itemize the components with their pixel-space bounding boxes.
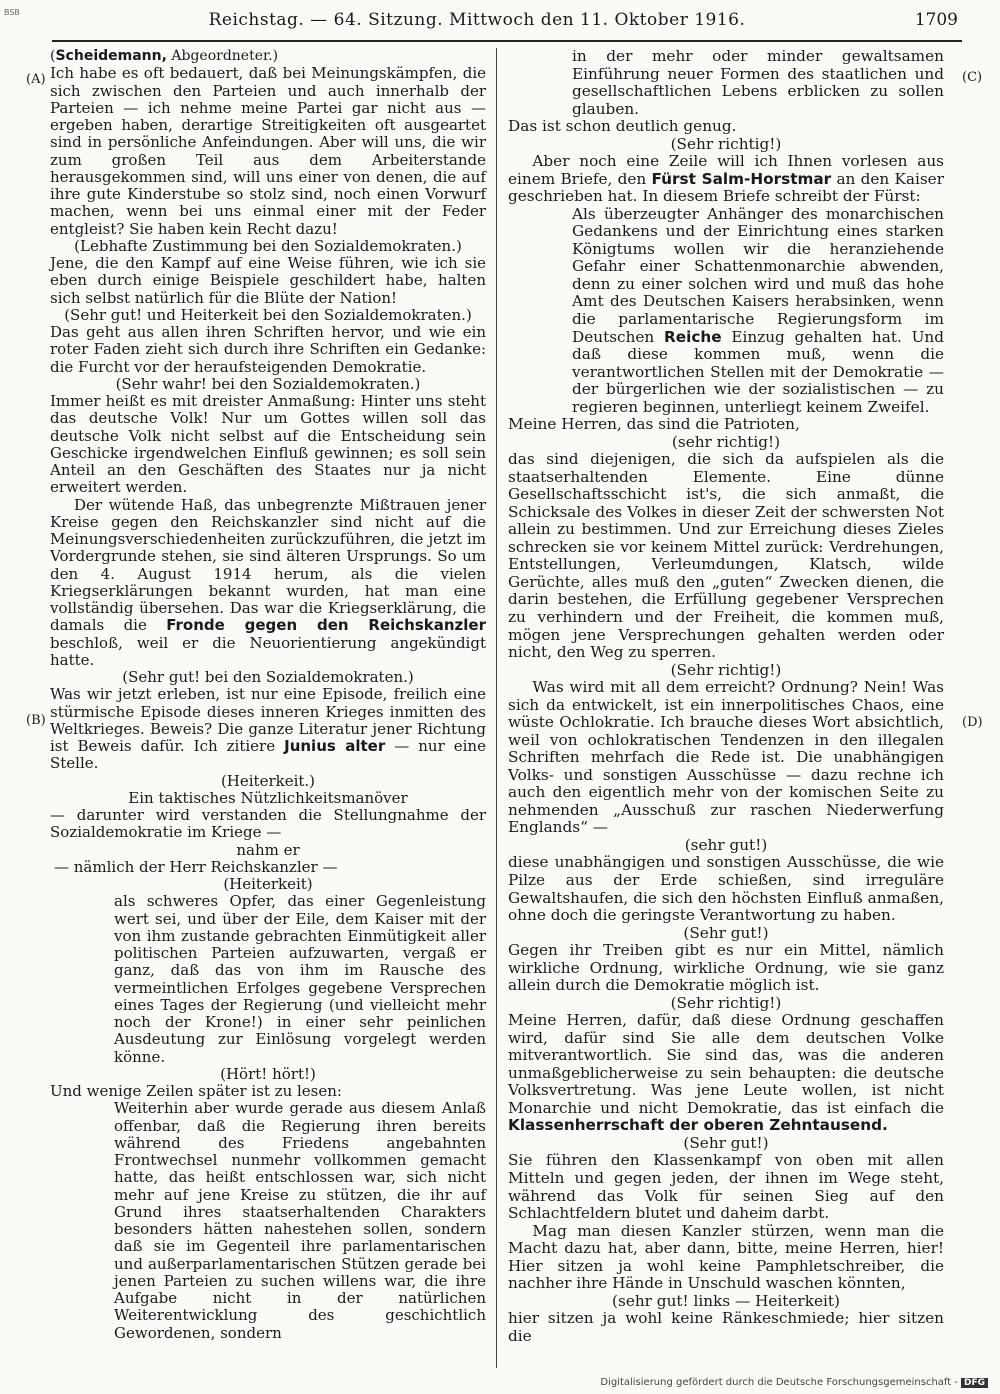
paragraph: Das ist schon deutlich genug. [508, 117, 737, 136]
paragraph: das sind diejenigen, die sich da aufspielen als die staatserhaltenden Elemente. Eine dünne Gesellschaftsschicht ist's, die sich anmaßt, die Schicksale des Volkes in dieser Zeit der schwersten Not allein zu bestimmen. Und zur Erreichung dieses Zieles schrecken sie vor keinem Mittel zurück: Verdrehungen, Entstellungen, Verleumdungen, Klatsch, wilde Gerüchte, alles muß den „guten“ Zwecken dienen, die darin bestehen, die Erfüllung gegebener Versprechen zu verhindern und der Freiheit, die kommen muß, mögen jene Versprechungen gehalten werden oder nicht, den Weg zu sperren. [508, 450, 944, 662]
emphasis: Fronde gegen den Reichskanzler [166, 616, 486, 635]
margin-label-c: (C) [962, 70, 983, 85]
paragraph: diese unabhängigen und sonstigen Ausschüsse, die wie Pilze aus der Erde schießen, sind irreguläre Gewaltshaufen, die sich den höchsten Einfluß anmaßen, ohne doch die geringste Verantwortung zu haben. [508, 853, 944, 925]
reaction: (Heiterkeit.) [220, 771, 316, 790]
footer-credit [600, 1377, 988, 1388]
quote-block: Weiterhin aber wurde gerade aus diesem Anlaß offenbar, daß die Regierung ihren bereits während des Friedens angebahnten Frontwechsel nunmehr vollkommen gemacht hatte, das heißt entschlossen war, sich nicht mehr auf jene Kreise zu stützen, die ihr auf Grund ihres staatserhaltenden Charakters besonders hätten nahestehen sollen, sondern daß sie im Gegenteil ihre parlamentarischen und außerparlamentarischen Stützen gerade bei jenen Parteien zu suchen willens war, die ihre Aufgabe nicht in der natürlichen Weiterentwicklung des geschichtlich Gewordenen, sondern [114, 1099, 486, 1342]
text-span: beschloß, weil er die Neuorientierung angekündigt hatte. [50, 633, 486, 669]
speaker-name: Scheidemann, [55, 48, 167, 64]
speaker-role: Abgeordneter. [171, 48, 273, 64]
text-span: Der wütende Haß, das unbegrenzte Mißtrauen jener Kreise gegen den Reichskanzler sind nicht auf die Meinungsverschiedenheiten zurückzuführen, die jetzt im Vordergrunde stehen, sie sind älteren Ursprungs. So um den 4. August 1914 herum, als die vielen Kriegserklärungen bekannt wurden, hat man eine vollständig übersehen. Das war die Kriegserklärung, die damals die [50, 495, 486, 635]
quote-block: in der mehr oder minder gewaltsamen Einführung neuer Formen des staatlichen und gesellschaftlichen Lebens erblicken zu sollen glauben. [572, 47, 944, 118]
reaction: (Sehr wahr! bei den Sozialdemokraten.) [115, 374, 421, 393]
paragraph [50, 686, 486, 772]
paragraph: Meine Herren, das sind die Patrioten, [508, 415, 800, 434]
reaction: (sehr gut!) [684, 835, 768, 854]
reaction: (Sehr gut! bei den Sozialdemokraten.) [122, 668, 414, 686]
text-span: an den Kaiser geschrieben hat. In diesem Briefe schreibt der Fürst: [508, 169, 944, 206]
quote-line: Ein taktisches Nützlichkeitsmanöver [128, 788, 408, 807]
margin-label-b: (B) [26, 713, 46, 728]
page-number: 1709 [914, 10, 958, 30]
emphasis: Fürst Salm-Horstmar [651, 169, 832, 188]
paragraph: Jene, die den Kampf auf eine Weise führen, wie ich sie eben durch einige Beispiele geschildert habe, halten sich selbst natürlich für die Blüte der Nation! [50, 254, 486, 307]
reaction: (sehr gut! links — Heiterkeit) [612, 1291, 840, 1310]
paragraph: Sie führen den Klassenkampf von oben mit allen Mitteln und gegen jeden, der ihnen im Wege steht, während das Volk für seinen Sieg auf den Schlachtfeldern blutet und daheim darbt. [508, 1151, 944, 1223]
emphasis: Junius alter [284, 737, 386, 755]
reaction: (Sehr gut! und Heiterkeit bei den Sozialdemokraten.) [64, 305, 472, 324]
text-span: Als überzeugter Anhänger des monarchischen Gedankens und der Einrichtung eines starken Königtums wollen wir die heranziehende Gefahr einer Schattenmonarchie abwenden, denn zu einer solchen wird und muß das hohe Amt des Deutschen Kaisers herabsinken, wenn die parlamentarische Regierungsform im Deutschen [572, 204, 944, 346]
paragraph: Was wird mit all dem erreicht? Ordnung? Nein! Was sich da entwickelt, ist ein innerpolitisches Chaos, eine wüste Ochlokratie. Ich brauche dieses Wort absichtlich, weil von ochlokratischen Tendenzen in den illegalen Schriften mehrfach die Rede ist. Die unabhängigen Volks- und sonstigen Ausschüsse — dazu rechne ich auch den eigentlich mehr von der komischen Seite zu nehmenden „Ausschuß zur raschen Niederwerfung Englands“ — [508, 678, 944, 837]
reaction: (Lebhafte Zustimmung bei den Sozialdemokraten.) [74, 236, 462, 255]
page-header [52, 6, 962, 42]
reaction: (Sehr gut!) [683, 923, 769, 942]
header-title: Reichstag. — 64. Sitzung. Mittwoch den 11. Oktober 1916. [208, 10, 746, 30]
paragraph: Das geht aus allen ihren Schriften hervor, und wie ein roter Faden zieht sich durch ihre Schriften ein Gedanke: die Furcht vor der heraufsteigenden Demokratie. [50, 323, 486, 376]
quote-aside: — darunter wird verstanden die Stellungnahme der Sozialdemokratie im Kriege — [50, 806, 486, 842]
dfg-logo: DFG [961, 1378, 988, 1388]
quote-block [508, 206, 944, 416]
reaction: (Sehr richtig!) [670, 993, 782, 1012]
reaction: (Heiterkeit) [223, 875, 313, 893]
paragraph [508, 1012, 944, 1135]
text-span: Meine Herren, dafür, daß diese Ordnung geschaffen wird, dafür sind Sie alle dem deutschen Volke mitverantwortlich. Sie sind das, was die anderen unmaßgeblicherweise zu sein behaupten: die deutsche Volksvertretung. Was jene Leute wollen, ist nicht Monarchie und nicht Demokratie, das ist einfach die [508, 1011, 944, 1117]
emphasis: Reiche [664, 327, 722, 346]
library-stamp: BSB [4, 8, 20, 17]
reaction: (Sehr richtig!) [670, 660, 782, 679]
paragraph: hier sitzen ja wohl keine Ränkeschmiede; hier sitzen die [508, 1309, 944, 1345]
paragraph: Gegen ihr Treiben gibt es nur ein Mittel, nämlich wirkliche Ordnung, wirkliche Ordnung, wie sie ganz allein durch die Demokratie möglich ist. [508, 941, 944, 995]
text-span: Was wir jetzt erleben, ist nur eine Episode, freilich eine stürmische Episode dieses inneren Krieges inmitten des Weltkrieges. Beweis? Die ganze Literatur jener Richtung ist Beweis dafür. Ich zitiere [50, 685, 486, 755]
text-span: Aber noch eine Zeile will ich Ihnen vorlesen aus einem Briefe, den [508, 152, 944, 188]
text-span: — nur eine Stelle. [50, 737, 486, 773]
speaker-line: (Scheidemann, Abgeordneter.) [50, 48, 279, 64]
reaction: (Hört! hört!) [220, 1064, 316, 1083]
quote-aside: — nämlich der Herr Reichskanzler — [54, 857, 338, 876]
margin-label-a: (A) [26, 72, 46, 87]
text-span: Einzug gehalten hat. Und daß diese kommen muß, wenn die verantwortlichen Stellen mit der Demokratie — der bürgerlichen wie der sozialistischen — zu regieren beginnen, unterliegt keinem Zweifel. [572, 327, 945, 416]
paragraph: Und wenige Zeilen später ist zu lesen: [50, 1082, 342, 1100]
footer-text: Digitalisierung gefördert durch die Deutsche Forschungsgemeinschaft - [600, 1377, 958, 1388]
paragraph: Immer heißt es mit dreister Anmaßung: Hinter uns steht das deutsche Volk! Nur um Gottes willen soll das deutsche Volk nicht selbst auf die Entscheidung sein Geschicke irgendwelchen Einfluß gewinnen; es soll sein Anteil an den Geschäften des Staates nur ja nicht erweitert werden. [50, 392, 486, 497]
left-column [50, 48, 486, 1342]
paragraph: Mag man diesen Kanzler stürzen, wenn man die Macht dazu hat, aber dann, bitte, meine Herren, hier! Hier sitzen ja wohl keine Pamphletschreiber, die nachher ihre Hände in Unschuld waschen könnten, [508, 1221, 944, 1293]
paragraph [508, 153, 944, 206]
reaction: (sehr richtig!) [671, 432, 781, 451]
reaction: (Sehr richtig!) [670, 134, 782, 153]
emphasis: Klassenherrschaft der oberen Zehntausend. [508, 1116, 888, 1135]
paragraph: Ich habe es oft bedauert, daß bei Meinungskämpfen, die sich zwischen den Parteien und auch innerhalb der Parteien — ich nehme meine Partei gar nicht aus — ergeben haben, derartige Streitigkeiten oft ausgeartet sind in persönliche Anfeindungen. Aber will uns, die wir zum großen Teil aus dem Arbeiterstande herausgekommen sind, will uns einer von denen, die auf ihre gute Kinderstube so stolz sind, noch einen Vorwurf machen, wenn bei uns einmal einer mit der Feder entgleist? Sie haben kein Recht dazu! [50, 64, 486, 238]
right-column [508, 48, 944, 1345]
column-divider [496, 48, 497, 1368]
quote-block: als schweres Opfer, das einer Gegenleistung wert sei, und über der Eile, dem Kaiser mit der von ihm zustande gebrachten Einmütigkeit aller politischen Parteien aufzuwarten, vergaß er ganz, daß das von ihm im Rausche des vermeintlichen Erfolges gegebene Versprechen eines Tages der Regierung (und vielleicht mehr noch der Krone!) in einer sehr peinlichen Ausdeutung zur Einlösung vorgelegt werden könne. [114, 892, 486, 1066]
paragraph [50, 497, 486, 670]
reaction: (Sehr gut!) [683, 1133, 769, 1152]
quote-line: nahm er [236, 840, 300, 859]
margin-label-d: (D) [962, 715, 983, 730]
